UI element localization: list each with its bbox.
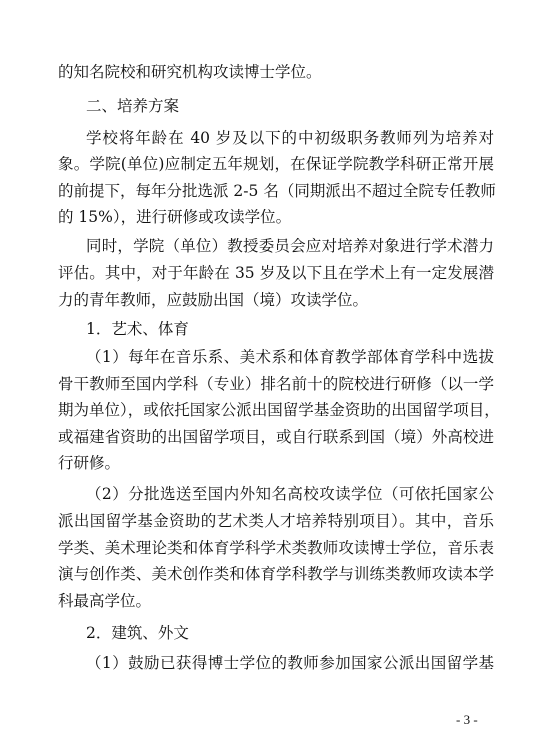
text-line: 的 15%），进行研修或攻读学位。 — [58, 208, 292, 226]
text-line: 科最高学位。 — [58, 592, 152, 610]
text-line: 评估。其中，对于年龄在 35 岁及以下且在学术上有一定发展潜 — [58, 264, 494, 282]
text-line: 或福建省资助的出国留学项目，或自行联系到国（境）外高校进 — [58, 428, 494, 446]
text-line: 行研修。 — [58, 454, 121, 472]
text-line: 象。学院(单位)应制定五年规划，在保证学院教学科研正常开展 — [58, 155, 494, 173]
text-line: 同时，学院（单位）教授委员会应对培养对象进行学术潜力 — [86, 237, 494, 255]
section-heading: 二、培养方案 — [86, 97, 180, 115]
text-line: 演与创作类、美术创作类和体育学科教学与训练类教师攻读本学 — [58, 565, 494, 583]
text-line: 的前提下，每年分批选派 2-5 名（同期派出不超过全院专任教师 — [58, 182, 496, 200]
subsection-heading: 1．艺术、体育 — [86, 320, 189, 338]
text-line: （1）每年在音乐系、美术系和体育教学部体育学科中选拔 — [86, 348, 494, 366]
text-line: 派出国留学基金资助的艺术类人才培养特别项目）。其中，音乐 — [58, 512, 494, 530]
subsection-heading: 2．建筑、外文 — [86, 624, 189, 642]
text-line: 学校将年龄在 40 岁及以下的中初级职务教师列为培养对 — [86, 129, 494, 147]
page-number: - 3 - — [456, 712, 478, 727]
text-line: 期为单位），或依托国家公派出国留学基金资助的出国留学项目， — [58, 401, 500, 419]
text-line: （2）分批选送至国内外知名高校攻读学位（可依托国家公 — [86, 485, 494, 503]
text-line: 力的青年教师，应鼓励出国（境）攻读学位。 — [58, 291, 369, 309]
text-line: 学类、美术理论类和体育学科学术类教师攻读博士学位，音乐表 — [58, 539, 494, 557]
text-line: 的知名院校和研究机构攻读博士学位。 — [58, 63, 322, 81]
text-line: 骨干教师至国内学科（专业）排名前十的院校进行研修（以一学 — [58, 375, 494, 393]
text-line: （1）鼓励已获得博士学位的教师参加国家公派出国留学基 — [86, 654, 494, 672]
